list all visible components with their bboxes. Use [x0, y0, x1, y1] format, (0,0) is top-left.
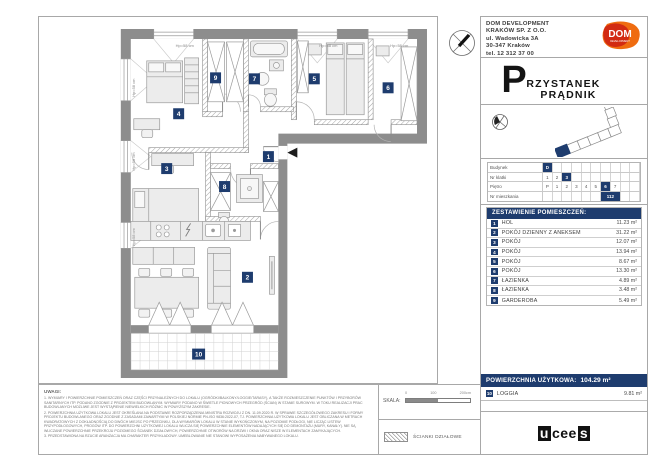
unit-grid-cell: 3: [572, 182, 582, 191]
scale-bar: [405, 398, 471, 403]
unit-grid-cell: [621, 192, 631, 202]
scale-ticks: [405, 391, 471, 395]
usable-area-label: POWIERZCHNIA UŻYTKOWA:: [486, 377, 577, 384]
room-number-badge: 2: [491, 229, 498, 236]
room-row: [487, 219, 641, 229]
room-number-badge: 9: [491, 297, 498, 304]
unit-grid-cell: 2: [553, 173, 563, 182]
site-plan-thumbnail: [555, 107, 641, 157]
legend-box: [378, 419, 481, 455]
kitchen-counter: [131, 221, 251, 240]
project-name-line2: PRĄDNIK: [540, 89, 597, 101]
loggia-area: 9.81 m²: [624, 390, 642, 397]
unit-grid-cell: [591, 192, 601, 202]
notes-list: [44, 396, 373, 439]
room-area: 13.30 m²: [616, 268, 637, 275]
unit-grid-cell: [630, 173, 640, 182]
room-area: 12.07 m²: [616, 239, 637, 246]
unit-grid-cell: [582, 192, 592, 202]
unit-grid-cell: [601, 163, 611, 172]
loggia-number-badge: 10: [486, 390, 492, 396]
unit-grid-row: [488, 182, 640, 192]
project-name-line1: RZYSTANEK: [526, 78, 601, 90]
wardrobe: [208, 42, 225, 102]
room-number-badge: 1: [491, 220, 498, 227]
room-area: 3.48 m²: [619, 287, 637, 294]
window-height-label: Hp=58 cm: [175, 42, 194, 48]
room-area: 13.94 m²: [616, 249, 637, 256]
room-row: [487, 277, 641, 287]
room-row: [487, 286, 641, 296]
plan-room-badge-number: 3: [164, 165, 169, 173]
room-number-badge: 8: [491, 287, 498, 294]
unit-grid-cell: [591, 163, 601, 172]
unit-grid-cell: [611, 163, 621, 172]
plan-room-badge-number: 9: [213, 75, 218, 83]
north-arrow-icon: [491, 113, 509, 131]
unit-grid-cell: 1: [543, 173, 553, 182]
plan-room-badge-number: 7: [252, 76, 257, 84]
unit-grid-cell: 112: [601, 192, 620, 202]
unit-grid-row-label: Piętro: [488, 182, 543, 191]
unit-grid-cell: [621, 182, 631, 191]
loggia-name: LOGGIA: [496, 390, 519, 397]
project-logo-section: [481, 58, 647, 105]
usable-area-value: 104.29 m²: [580, 377, 611, 384]
unit-grid-cell: 7: [611, 182, 621, 191]
notes-title: UWAGI:: [44, 389, 62, 394]
loggia: [131, 302, 279, 370]
room-name: POKÓJ: [501, 268, 521, 275]
sink: [269, 60, 283, 71]
unit-location-grid: [487, 162, 641, 202]
room-row: [487, 238, 641, 248]
dom-development-logo-icon: [601, 21, 641, 50]
legend-label: ŚCIANKI DZIAŁOWE: [413, 434, 462, 440]
floor-plan: [39, 17, 437, 383]
room-name: POKÓJ: [501, 239, 521, 246]
plan-room-badge-number: 10: [195, 351, 203, 359]
unit-grid-row: [488, 163, 640, 173]
unit-grid-cell: [562, 163, 572, 172]
svg-text:DEVELOPMENT: DEVELOPMENT: [610, 40, 630, 43]
room-row: [487, 267, 641, 277]
scale-tick: 100: [430, 391, 437, 395]
scale-tick: 0: [405, 391, 408, 395]
room-name: GARDEROBA: [501, 297, 538, 304]
site-plan-section: [481, 105, 647, 159]
architect-brand-cell: [481, 412, 647, 454]
shaft: [297, 41, 308, 93]
window-height-label: Hp=58 cm: [319, 42, 338, 48]
unit-grid-cell: 3: [562, 173, 572, 182]
furniture: [131, 41, 389, 317]
rooms-table-title: ZESTAWIENIE POMIESZCZEŃ:: [487, 208, 641, 219]
note-item: 3. PRZEDSTAWIONA NA RZUCIE ARANŻACJA MA CHARAKTER PRZYKŁADOWY. UMEBLOWANIE NIE STANOWI WYPOSAŻENIA NABYWANEGO LOKALU.: [44, 434, 299, 438]
toilet: [264, 89, 276, 106]
plan-room-badge-number: 4: [176, 111, 181, 119]
room-area: 11.23 m²: [616, 220, 637, 227]
unit-grid-row: [488, 173, 640, 183]
unit-grid-cell: 6: [601, 182, 611, 191]
unit-grid-cell: [621, 173, 631, 182]
room-area: 31.22 m²: [616, 229, 637, 236]
room-number-badge: 4: [491, 249, 498, 256]
unit-grid-row-label: Budynek: [488, 163, 543, 172]
window-height-label: Hp=58 cm: [390, 42, 409, 48]
room-number-badge: 7: [491, 277, 498, 284]
bed: [326, 43, 344, 115]
unit-grid-cell: [553, 192, 563, 202]
unit-grid-cell: [582, 173, 592, 182]
tv: [269, 256, 274, 294]
unit-grid-cell: 5: [591, 182, 601, 191]
compass-icon: [448, 28, 478, 58]
unit-grid-cell: [543, 192, 553, 202]
sideboard: [133, 247, 195, 264]
room-name: HOL: [501, 220, 514, 227]
unit-location-section: [481, 159, 647, 205]
scale-box: [378, 384, 481, 420]
unit-grid-cell: D: [543, 163, 553, 172]
floor-plan-frame: [38, 16, 438, 384]
unit-grid-cell: [630, 182, 640, 191]
desk: [134, 119, 160, 138]
usable-area-bar: [481, 374, 647, 387]
window-height-label: Hp=58 cm: [130, 78, 136, 97]
unit-grid-cell: [572, 192, 582, 202]
rooms-list: [487, 219, 641, 305]
room-row: [487, 248, 641, 258]
plan-room-badge-number: 8: [222, 183, 227, 191]
room-area: 5.49 m²: [619, 297, 637, 304]
room-name: ŁAZIENKA: [501, 287, 530, 294]
unit-grid-cell: [621, 163, 631, 172]
room-name: POKÓJ DZIENNY Z ANEKSEM: [501, 229, 581, 236]
unit-grid-cell: [572, 163, 582, 172]
room-row: [487, 229, 641, 239]
bed: [147, 61, 183, 103]
company-line: ul. Wadowicka 3A: [486, 35, 539, 42]
developer-info: [481, 17, 647, 58]
ucees-logo: u cee s: [539, 424, 589, 441]
wardrobe: [401, 47, 417, 121]
unit-grid-row: [488, 192, 640, 202]
room-number-badge: 3: [491, 239, 498, 246]
plan-room-badge-number: 1: [266, 153, 271, 161]
rooms-table: [486, 207, 642, 306]
nightstand: [376, 46, 389, 56]
window-height-label: Hp=58 cm: [130, 228, 136, 247]
unit-grid-row-label: Nr klatki: [488, 173, 543, 182]
unit-grid-cell: [582, 163, 592, 172]
unit-grid-cell: [572, 173, 582, 182]
shaft: [263, 182, 278, 212]
window-height-label: Hp=58 cm: [130, 152, 136, 171]
project-logo-letter: P: [501, 59, 527, 101]
company-line: DOM DEVELOPMENT: [486, 21, 550, 27]
unit-grid-cell: P: [543, 182, 553, 191]
rooms-section: [481, 205, 647, 311]
entrance-arrow-icon: [287, 148, 297, 158]
room-area: 8.67 m²: [619, 258, 637, 265]
unit-grid-cell: [611, 173, 621, 182]
svg-text:DOM: DOM: [608, 29, 632, 40]
bed: [346, 43, 364, 115]
room-row: [487, 257, 641, 267]
wardrobe: [185, 58, 199, 104]
plan-room-badge-number: 5: [312, 76, 317, 84]
unit-grid-cell: [630, 163, 640, 172]
loggia-row: [481, 387, 647, 401]
plan-room-badge-number: 6: [386, 85, 390, 93]
company-line: tel. 12 312 37 00: [486, 50, 534, 57]
sofa: [208, 247, 231, 309]
room-name: ŁAZIENKA: [501, 277, 530, 284]
room-number-badge: 6: [491, 268, 498, 275]
company-line: KRAKÓW SP. Z O.O.: [486, 28, 547, 35]
partition-hatch-swatch: [384, 432, 408, 442]
scale-tick: 200cm: [459, 391, 471, 395]
unit-grid-cell: 2: [562, 182, 572, 191]
unit-grid-cell: 4: [582, 182, 592, 191]
unit-grid-row-label: Nr mieszkania: [488, 192, 543, 202]
room-name: POKÓJ: [501, 249, 521, 256]
dining-table: [135, 277, 199, 308]
title-block-panel: [480, 16, 648, 455]
unit-grid-cell: [601, 173, 611, 182]
notes-box: [38, 384, 379, 455]
company-line: 30-347 Kraków: [486, 43, 530, 50]
shower: [237, 175, 263, 203]
room-row: [487, 296, 641, 306]
unit-grid-cell: 1: [553, 182, 563, 191]
bathtub: [250, 41, 287, 57]
room-number-badge: 5: [491, 258, 498, 265]
project-logo: [501, 59, 617, 103]
unit-grid-cell: [562, 192, 572, 202]
room-area: 4.89 m²: [619, 277, 637, 284]
panel-spacer: [481, 311, 647, 374]
unit-grid-cell: [591, 173, 601, 182]
unit-grid-cell: [553, 163, 563, 172]
unit-grid-cell: [630, 192, 640, 202]
note-item: 2. POWIERZCHNIA UŻYTKOWA LOKALU JEST OKREŚLANA NA PODSTAWIE ROZPORZĄDZENIA MINISTRA ROZWOJU Z DN. 11.09.2020 R. W SPRAWIE SZCZEGÓŁOWEGO ZAKRESU I FORMY PROJEKTU BUDOWLANEGO ORAZ ZGODNIE Z ZASADAMI ZAWARTYMI W POLSKIEJ NORMIE PN-ISO 9836:2022-07, TJ. POWIERZCHNIA UŻYTKOWA LOKALU JEST OBLICZANA W METRACH KWADRATOWYCH Z DOKŁADNOŚCIĄ DO DWÓCH MIEJSC PO PRZECINKU, DLA WYMIARÓW LOKALU W STANIE WYKOŃCZONYM, NA POZIOMIE PODŁOGI, NIE LICZĄC LISTEW PRZYPODŁOGOWYCH, PROGÓW ITP. DO POWIERZCHNI UŻYTKOWEJ LOKALU WLICZA SIĘ POWIERZCHNIE ELEMENTÓW NADAJĄCYCH SIĘ DO DEMONTAŻU (MURY, KANAŁY). NIE SĄ WLICZANE POWIERZCHNIE PRZEKROJU POZIOMEGO ŚCIANEK DZIAŁOWYCH, POWIERZCHNIE OTWORÓW NA DRZWI I OKNA ORAZ NISZE W ELEMENTACH ZAMYKAJĄCYCH.: [44, 410, 364, 433]
plan-room-badge-number: 2: [245, 274, 250, 282]
wardrobe: [227, 42, 244, 102]
note-item: 1. WYMIARY I POWIERZCHNIE POMIESZCZEŃ ORAZ CZĘŚCI PRZYNALEŻNYCH DO LOKALU (OGRÓDKI/BALKONY/LOGGIE/TARASY), A TAKŻE ROZMIESZCZENIE PUNKTÓW I PRZYBORÓW SANITARNYCH ITP. PODANO ZGODNIE Z PROJEKTEM BUDOWLANYM. WYMIARY PODANO W ŚWIETLE PIONOWYCH PRZEGRÓD (ŚCIAN) W STANIE SUROWYM. W TOKU REALIZACJI PRAC BUDOWLANYCH MOŻLIWE JEST WYSTĄPIENIE NIEWIELKICH RÓŻNIC W POWYŻSZYM ZAKRESIE.: [44, 396, 363, 409]
room-name: POKÓJ: [501, 258, 521, 265]
scale-label: SKALA:: [383, 398, 401, 404]
desk: [152, 154, 194, 174]
